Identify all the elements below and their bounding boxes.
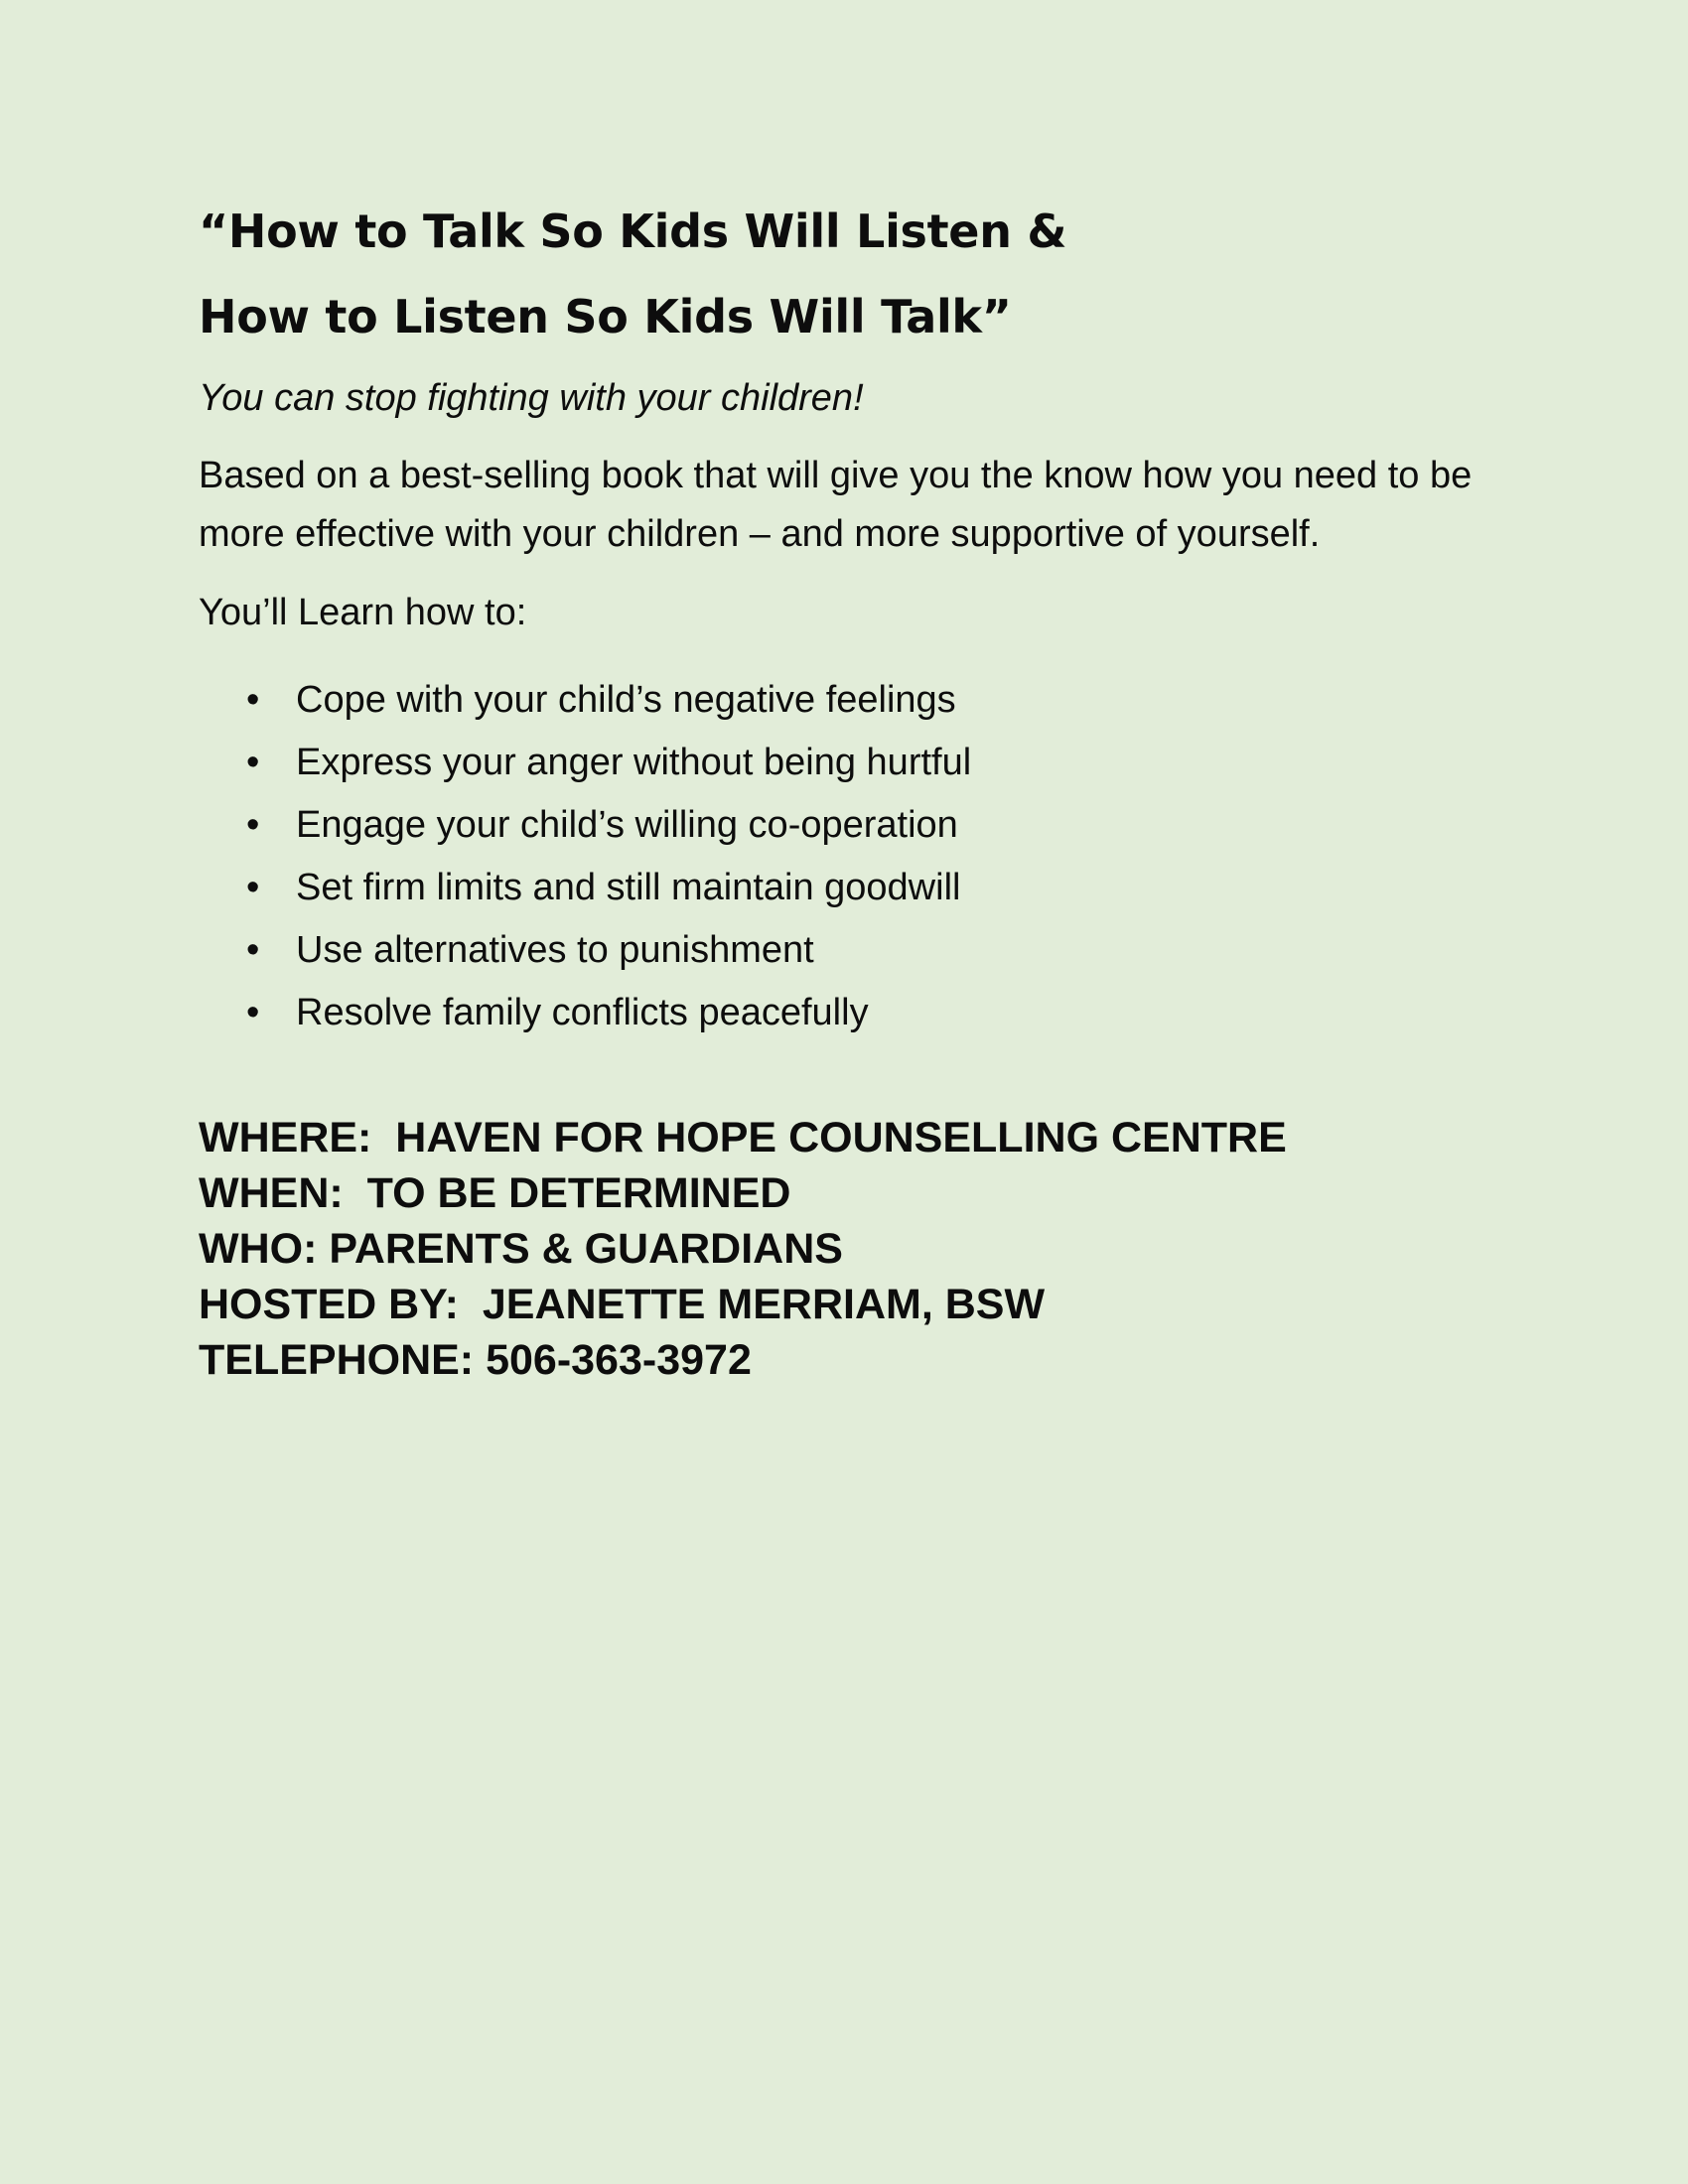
flyer-page bbox=[199, 189, 1509, 1388]
hosted-by-line: HOSTED BY: JEANETTE MERRIAM, BSW bbox=[199, 1281, 1046, 1328]
list-item-text: Engage your child’s willing co-operation bbox=[296, 804, 958, 846]
list-item-text: Express your anger without being hurtful bbox=[296, 742, 972, 783]
title-line-1: “How to Talk So Kids Will Listen & bbox=[199, 205, 1067, 258]
bullet-icon: • bbox=[246, 929, 260, 971]
list-item bbox=[199, 732, 1509, 794]
where-line: WHERE: HAVEN FOR HOPE COUNSELLING CENTRE bbox=[199, 1114, 1287, 1161]
list-item-text: Cope with your child’s negative feelings bbox=[296, 679, 956, 721]
bullet-icon: • bbox=[246, 742, 260, 783]
list-item-text: Set firm limits and still maintain goodwill bbox=[296, 867, 961, 908]
bullet-icon: • bbox=[246, 804, 260, 846]
list-item bbox=[199, 794, 1509, 857]
list-item bbox=[199, 857, 1509, 919]
title-line-2: How to Listen So Kids Will Talk” bbox=[199, 290, 1012, 343]
intro-paragraph: Based on a best-selling book that will give you the know how you need to be more effective with your children – and more supportive of yourself. bbox=[199, 455, 1473, 555]
learning-list bbox=[199, 669, 1509, 1044]
bullet-icon: • bbox=[246, 992, 260, 1033]
telephone-line: TELEPHONE: 506-363-3972 bbox=[199, 1336, 752, 1384]
list-item bbox=[199, 982, 1509, 1044]
learn-heading: You’ll Learn how to: bbox=[199, 592, 527, 633]
bullet-icon: • bbox=[246, 867, 260, 908]
list-item-text: Resolve family conflicts peacefully bbox=[296, 992, 869, 1033]
list-item-text: Use alternatives to punishment bbox=[296, 929, 814, 971]
bullet-icon: • bbox=[246, 679, 260, 721]
list-item bbox=[199, 919, 1509, 982]
when-line: WHEN: TO BE DETERMINED bbox=[199, 1169, 791, 1217]
flyer-subtitle: You can stop fighting with your children! bbox=[199, 377, 864, 419]
who-line: WHO: PARENTS & GUARDIANS bbox=[199, 1225, 843, 1273]
list-item bbox=[199, 669, 1509, 732]
flyer-title bbox=[199, 189, 1509, 359]
event-details bbox=[199, 1110, 1509, 1388]
